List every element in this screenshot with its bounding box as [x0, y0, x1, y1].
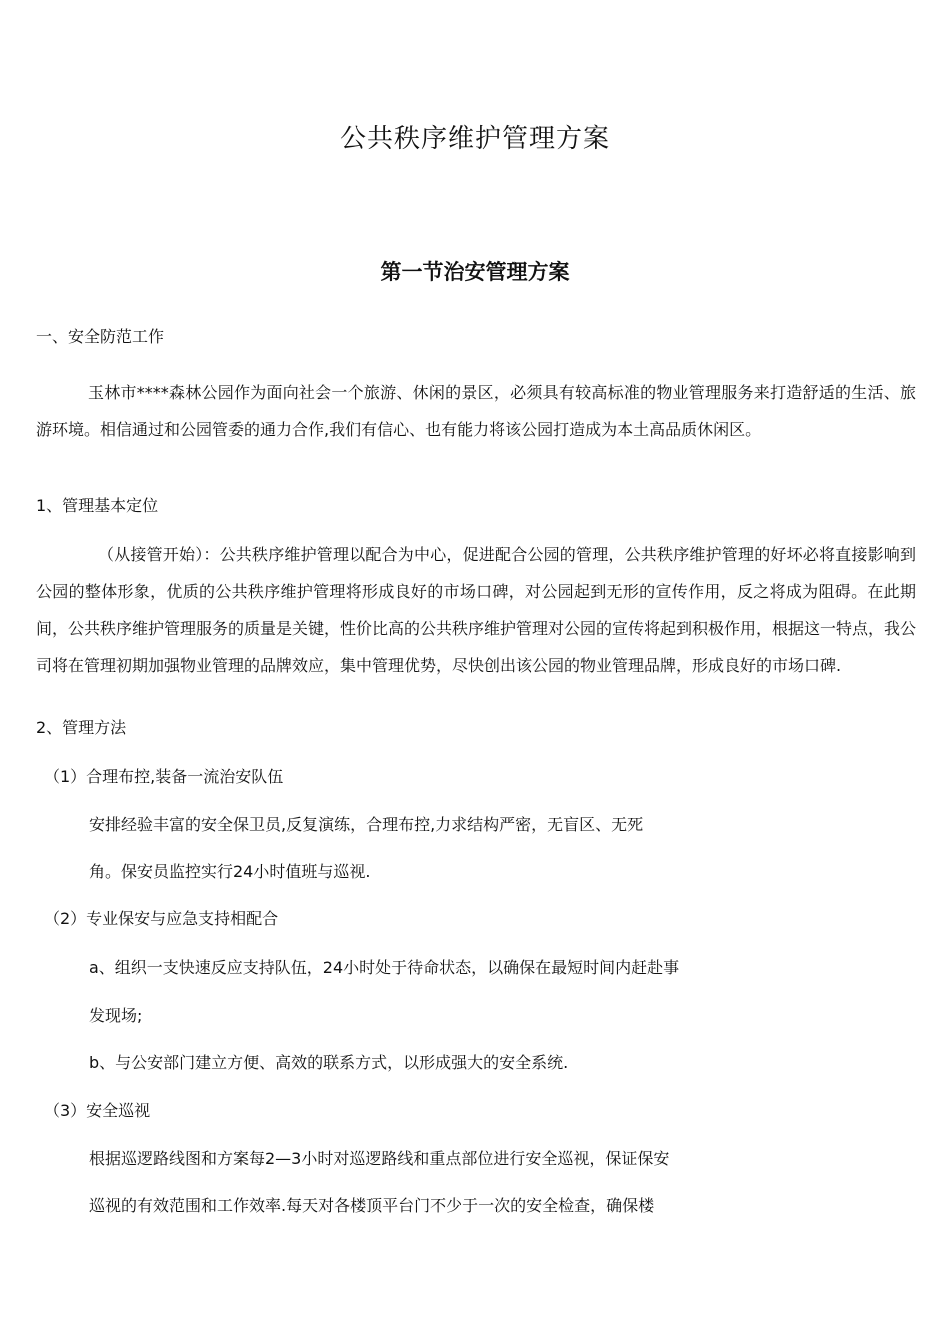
heading-basic-positioning: 1、管理基本定位 [36, 496, 159, 515]
method-2-item-b: b、与公安部门建立方便、高效的联系方式，以形成强大的安全系统. [89, 1053, 569, 1072]
method-3-title: （3）安全巡视 [44, 1101, 151, 1120]
positioning-paragraph: （从接管开始）：公共秩序维护管理以配合为中心，促进配合公园的管理，公共秩序维护管理的好坏必将直接影响到公园的整体形象，优质的公共秩序维护管理将形成良好的市场口碑，对公园起到无形的宣传作用，反之将成为阻碍。在此期间，公共秩序维护管理服务的质量是关键，性价比高的公共秩序维护管理对公园的宣传将起到积极作用，根据这一特点，我公司将在管理初期加强物业管理的品牌效应，集中管理优势，尽快创出该公园的物业管理品牌，形成良好的市场口碑. [36, 545, 917, 675]
method-3-line-2: 巡视的有效范围和工作效率.每天对各楼顶平台门不少于一次的安全检查，确保楼 [89, 1196, 655, 1215]
method-2-item-a-line-1: a、组织一支快速反应支持队伍，24小时处于待命状态，以确保在最短时间内赶赴事 [89, 958, 680, 977]
intro-paragraph: 玉林市****森林公园作为面向社会一个旅游、休闲的景区，必须具有较高标准的物业管理服务来打造舒适的生活、旅游环境。相信通过和公园管委的通力合作,我们有信心、也有能力将该公园打造成为本土高品质休闲区。 [36, 383, 916, 439]
section-title: 第一节治安管理方案 [380, 260, 570, 284]
method-2-title: （2）专业保安与应急支持相配合 [44, 909, 279, 928]
method-3-line-1: 根据巡逻路线图和方案每2—3小时对巡逻路线和重点部位进行安全巡视，保证保安 [89, 1149, 670, 1168]
document-title: 公共秩序维护管理方案 [339, 124, 610, 154]
method-1-line-1: 安排经验丰富的安全保卫员,反复演练，合理布控,力求结构严密，无盲区、无死 [89, 815, 644, 834]
heading-management-methods: 2、管理方法 [36, 718, 127, 737]
method-1-title: （1）合理布控,装备一流治安队伍 [44, 767, 284, 786]
method-2-item-a-line-2: 发现场; [89, 1006, 143, 1025]
heading-security-prevention: 一、安全防范工作 [36, 327, 165, 346]
method-1-line-2: 角。保安员监控实行24小时值班与巡视. [89, 862, 371, 881]
